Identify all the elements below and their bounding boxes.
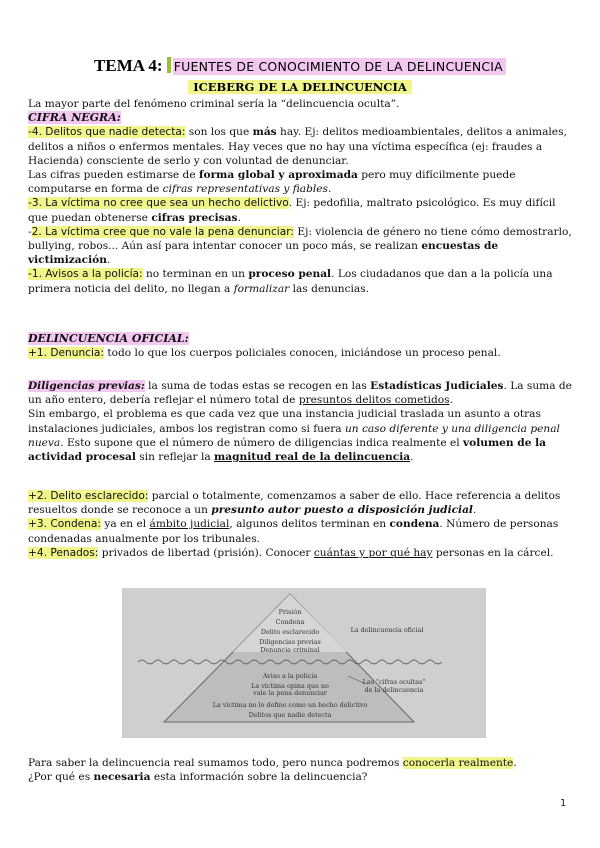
condena-bold: condena xyxy=(389,518,440,531)
iceberg-diagram xyxy=(122,588,486,738)
label-cifras-ocultas-2: de la delincuencia xyxy=(364,686,424,694)
estimacion-bold: forma global y aproximada xyxy=(198,169,358,182)
sin-embargo-bold: volumen de la actividad procesal xyxy=(28,436,547,464)
item-3-text-2: . xyxy=(237,211,241,224)
condena-paragraph xyxy=(28,517,574,545)
delincuencia-oficial-heading: DELINCUENCIA OFICIAL: xyxy=(28,332,189,345)
diligencias-text-2: . La suma de un año entero, debería reflejar el número total de xyxy=(28,380,572,407)
item-4-text-1: son los que xyxy=(185,126,253,139)
delincuencia-oficial-block xyxy=(28,332,574,360)
esclarecido-lead: +2. Delito esclarecido: xyxy=(28,490,149,502)
item-2-lead: 2. La víctima cree que no vale la pena denunciar: xyxy=(31,225,294,238)
question-text-2: esta información sobre la delincuencia? xyxy=(150,771,368,784)
item-1-bold: proceso penal xyxy=(248,268,332,281)
sin-embargo-bold-underline: magnitud real de la delincuencia xyxy=(214,451,411,464)
penados-text-2: personas en la cárcel. xyxy=(432,546,554,559)
estimacion-text-3: . xyxy=(328,183,332,196)
item-3-lead: -3. La víctima no cree que sea un hecho delictivo xyxy=(28,197,289,210)
intro-paragraph: La mayor parte del fenómeno criminal sería la “delincuencia oculta”. xyxy=(28,98,400,110)
item-1-text-3: las denuncias. xyxy=(289,282,370,295)
label-cifras-ocultas-1: Las "cifras ocultas" xyxy=(362,678,426,686)
page-number: 1 xyxy=(560,798,567,809)
item-2-text-1: Ej: violencia de género no tiene cómo demostrarlo, bullying, robos... Aún así para intentar conocer un poco más, se realizan xyxy=(28,225,572,253)
condena-text-2: , algunos delitos terminan en xyxy=(229,518,390,531)
penados-lead: +4. Penados: xyxy=(28,546,99,559)
closing-highlight: conocerla realmente xyxy=(402,757,514,769)
item-1-text-1: no terminan en un xyxy=(142,268,249,281)
label-delincuencia-oficial: La delincuencia oficial xyxy=(350,626,424,634)
estimacion-text-1: Las cifras pueden estimarse de xyxy=(28,169,199,182)
level-diligencias-previas: Diligencias previas xyxy=(259,638,321,646)
estimacion-paragraph xyxy=(28,168,574,196)
iceberg-figure xyxy=(122,588,486,738)
sin-embargo-text-3: sin reflejar la xyxy=(135,451,215,464)
item-2-bold: encuestas de victimización xyxy=(28,240,499,267)
diligencias-underline: presuntos delitos cometidos xyxy=(298,394,450,407)
level-nadie-detecta: Delitos que nadie detecta xyxy=(248,711,332,719)
item-4-lead: -4. Delitos que nadie detecta: xyxy=(28,126,186,139)
condena-text-1: ya en el xyxy=(100,518,150,531)
denuncia-paragraph xyxy=(28,346,574,360)
level-victima-opina-1: La víctima opina que no xyxy=(251,682,329,690)
esclarecido-bold-italic: presunto autor puesto a disposición judicial xyxy=(211,504,473,517)
penados-paragraph xyxy=(28,546,574,560)
cifra-negra-heading: CIFRA NEGRA: xyxy=(28,111,121,125)
diligencias-bold: Estadísticas Judiciales xyxy=(370,380,504,392)
title-tema: TEMA 4: xyxy=(94,56,163,75)
esclarecido-block xyxy=(28,489,574,560)
item-1-paragraph xyxy=(28,267,574,295)
closing-text-1: Para saber la delincuencia real sumamos todo, pero nunca podremos xyxy=(28,757,403,769)
estimacion-text-2: pero muy difícilmente puede computarse en forma de xyxy=(28,169,516,196)
item-1-text-2: . Los ciudadanos que dan a la policía una primera noticia del delito, no llegan a xyxy=(28,268,553,295)
item-2-text-2: . xyxy=(106,254,111,267)
sin-embargo-paragraph xyxy=(28,407,574,464)
section-subtitle xyxy=(0,80,600,94)
item-3-text-1: . Ej: pedofilia, maltrato psicológico. Es muy difícil que puedan obtenerse xyxy=(28,197,556,224)
closing-block xyxy=(28,756,574,784)
closing-paragraph xyxy=(28,756,574,770)
closing-question xyxy=(28,770,574,784)
title-fuentes: FUENTES DE CONOCIMIENTO DE LA DELINCUENCIA xyxy=(173,58,506,75)
item-4-bold: más xyxy=(252,126,277,139)
sin-embargo-text-4: . xyxy=(410,451,414,464)
item-3-bold: cifras precisas xyxy=(151,211,238,224)
level-condena: Condena xyxy=(275,618,305,626)
condena-text-3: . Número de personas condenadas anualmente por los tribunales. xyxy=(28,518,559,545)
condena-lead: +3. Condena: xyxy=(28,518,101,531)
esclarecido-text-1: parcial o totalmente, comenzamos a saber de ello. Hace referencia a delitos resueltos donde se reconoce a un xyxy=(28,490,561,517)
cifra-negra-block xyxy=(28,97,574,296)
item-3-paragraph xyxy=(28,196,574,224)
item-4-text-2: hay. Ej: delitos medioambientales, delitos a animales, delitos a niños o enfermos mentales. Hay veces que no hay una víctima específica (ej: fraudes a Hacienda) consciente de serlo y con voluntad de denunciar. xyxy=(28,126,567,167)
level-victima-opina-2: vale la pena denunciar xyxy=(253,689,327,697)
esclarecido-text-2: . xyxy=(472,504,477,517)
question-text-1: ¿Por qué es xyxy=(28,771,94,784)
item-2-dash: - xyxy=(28,225,32,238)
closing-text-2: . xyxy=(513,757,517,769)
penados-text-1: privados de libertad (prisión). Conocer xyxy=(98,546,314,559)
item-1-italic: formalizar xyxy=(233,282,290,295)
question-bold: necesaria xyxy=(93,771,151,784)
level-aviso-policia: Aviso a la policía xyxy=(262,672,318,680)
diligencias-text-3: . xyxy=(449,394,453,407)
diligencias-lead: Diligencias previas: xyxy=(28,380,145,392)
level-delito-esclarecido: Delito esclarecido xyxy=(260,628,320,636)
level-denuncia-criminal: Denuncia criminal xyxy=(260,646,320,654)
page-title xyxy=(0,56,600,77)
item-4-paragraph xyxy=(28,125,574,168)
sin-embargo-text-1: Sin embargo, el problema es que cada vez que una instancia judicial traslada un asunto a otras instalaciones judiciales, ambos los registran como si fuera xyxy=(28,408,541,435)
level-prision: Prisión xyxy=(278,608,302,616)
sin-embargo-text-2: . Esto supone que el número de número de diligencias indica realmente el xyxy=(60,436,463,449)
denuncia-text: todo lo que los cuerpos policiales conocen, iniciándose un proceso penal. xyxy=(104,347,501,360)
diligencias-block xyxy=(28,379,574,464)
denuncia-lead: +1. Denuncia: xyxy=(28,347,104,360)
item-1-lead: -1. Avisos a la policía: xyxy=(28,268,143,281)
condena-underline: ámbito judicial xyxy=(149,518,230,531)
penados-underline: cuántas y por qué hay xyxy=(313,546,433,559)
diligencias-paragraph xyxy=(28,379,574,407)
subtitle-text: ICEBERG DE LA DELINCUENCIA xyxy=(188,80,412,94)
estimacion-italic: cifras representativas y fiables xyxy=(162,183,328,196)
item-2-paragraph xyxy=(28,225,574,268)
level-no-hecho-delictivo: La víctima no lo define como un hecho delictivo xyxy=(212,701,368,709)
esclarecido-paragraph xyxy=(28,489,574,517)
diligencias-text-1: la suma de todas estas se recogen en las xyxy=(144,380,371,392)
sin-embargo-italic: un caso diferente y una diligencia penal nueva xyxy=(28,422,560,449)
title-marker-bar xyxy=(167,57,171,73)
